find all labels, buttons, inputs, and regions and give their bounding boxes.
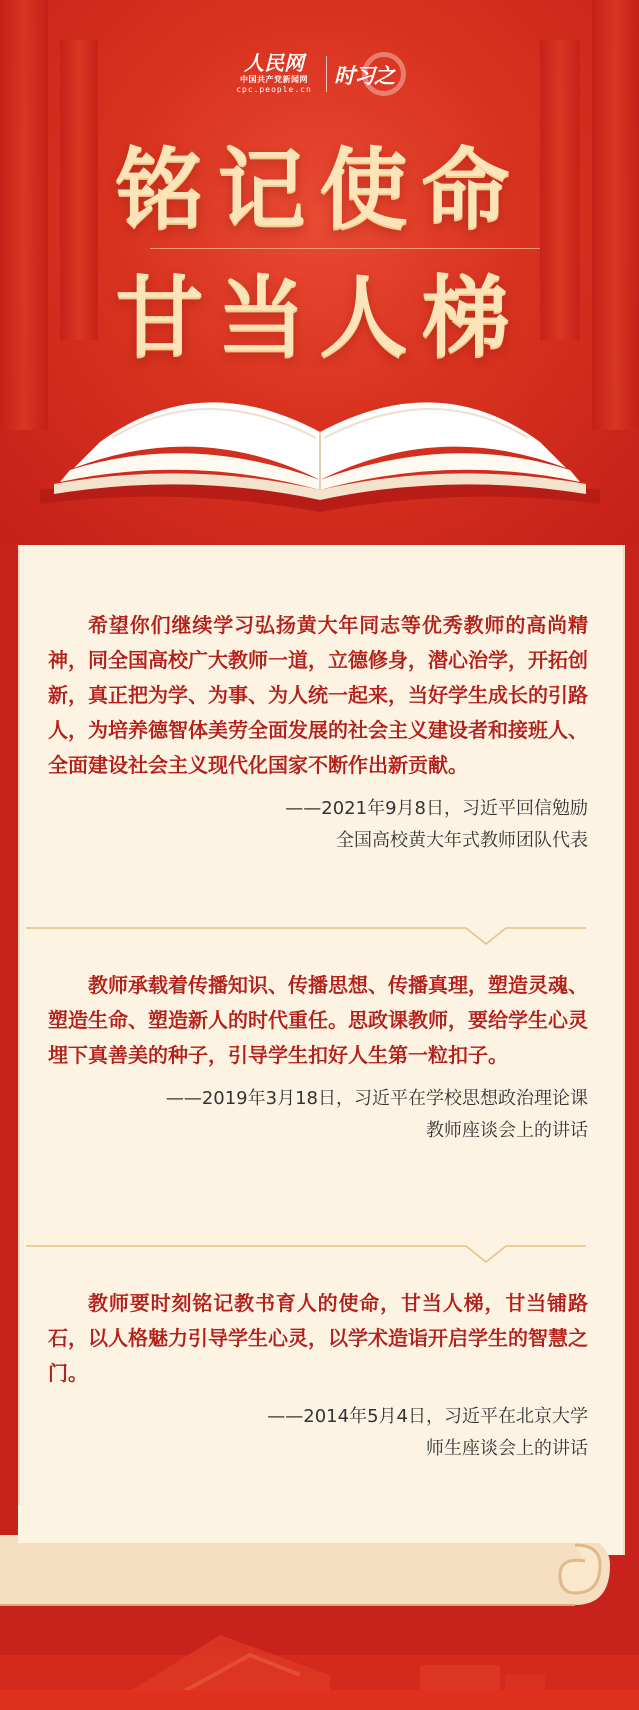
- people-logo-subtitle: 中国共产党新闻网: [240, 75, 308, 84]
- quote-source-line: 教师座谈会上的讲话: [426, 1120, 588, 1141]
- quote-source: [48, 793, 588, 857]
- section-divider: [26, 1236, 586, 1266]
- shixizhi-logo-text: 时习之: [334, 64, 394, 88]
- title-line-1: 铭记使命: [115, 137, 524, 241]
- title-line-2: 甘当人梯: [115, 265, 524, 369]
- quote-text: 教师要时刻铭记教书育人的使命，甘当人梯，甘当铺路石，以人格魅力引导学生心灵，以学术造诣开启学生的智慧之门。: [48, 1291, 588, 1385]
- quote-source: [48, 1083, 588, 1147]
- quote-source-line: ——2014年5月4日，习近平在北京大学: [267, 1406, 588, 1427]
- scroll-curl-bottom: [0, 1505, 639, 1615]
- logo-bar: [0, 40, 639, 110]
- open-book-icon: [40, 372, 600, 512]
- shixizhi-logo: [334, 48, 414, 100]
- quote-source-line: ——2021年9月8日，习近平回信勉励: [285, 798, 588, 819]
- quote-block-3: [48, 1286, 588, 1465]
- quote-block-1: [48, 608, 588, 857]
- logo-divider: [326, 56, 327, 92]
- quote-text: 希望你们继续学习弘扬黄大年同志等优秀教师的高尚精神，同全国高校广大教师一道，立德修身，潜心治学，开拓创新，真正把为学、为事、为人统一起来，当好学生成长的引路人，为培养德智体美劳全面发展的社会主义建设者和接班人、全面建设社会主义现代化国家不断作出新贡献。: [48, 613, 588, 777]
- quote-block-2: [48, 968, 588, 1147]
- people-logo-url: cpc.people.cn: [236, 85, 312, 94]
- quote-source-line: 师生座谈会上的讲话: [426, 1438, 588, 1459]
- quote-source-line: 全国高校黄大年式教师团队代表: [336, 830, 588, 851]
- quote-text: 教师承载着传播知识、传播思想、传播真理，塑造灵魂、塑造生命、塑造新人的时代重任。思政课教师，要给学生心灵埋下真善美的种子，引导学生扣好人生第一粒扣子。: [48, 973, 588, 1067]
- people-logo-name: 人民网: [244, 51, 304, 75]
- section-divider: [26, 918, 586, 948]
- footer-bar: [0, 1690, 639, 1710]
- quote-source: [48, 1401, 588, 1465]
- quote-source-line: ——2019年3月18日，习近平在学校思想政治理论课: [165, 1088, 588, 1109]
- header-banner: [0, 0, 639, 545]
- people-daily-logo: [228, 52, 320, 95]
